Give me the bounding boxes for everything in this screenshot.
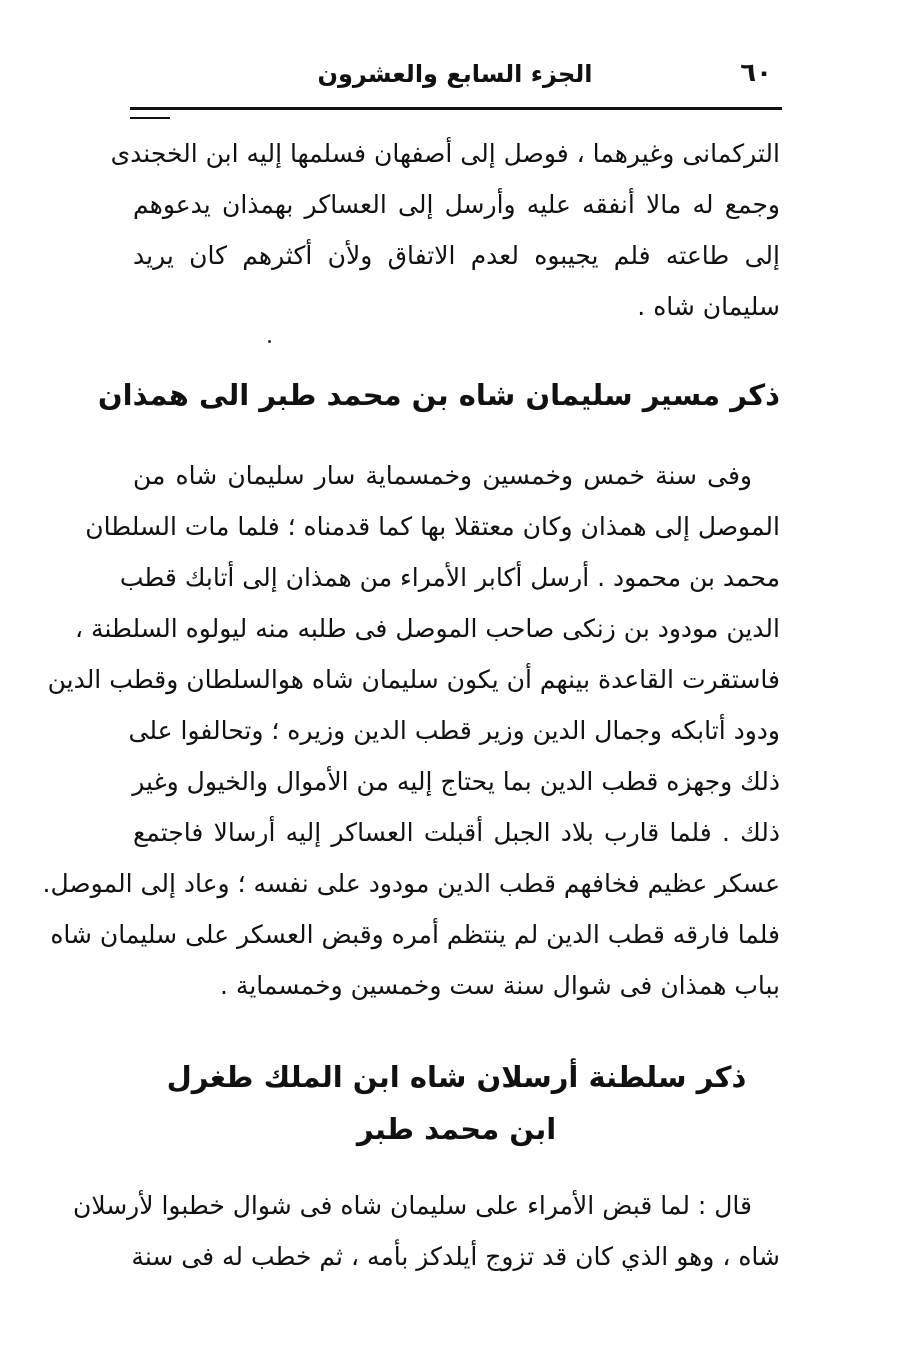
header-rule-short: [130, 117, 170, 119]
text-line: ذلك وجهزه قطب الدين بما يحتاج إليه من الأموال والخيول وغير: [132, 767, 780, 796]
page-header: [130, 52, 780, 96]
text-line: وفى سنة خمس وخمسين وخمسماية سار سليمان شاه من: [133, 461, 752, 490]
text-line: الدين مودود بن زنكى صاحب الموصل فى طلبه منه ليولوه السلطنة ،: [75, 614, 780, 643]
section-heading-line1: ذكر سلطنة أرسلان شاه ابن الملك طغرل: [166, 1060, 747, 1094]
page-number: ٦٠: [740, 58, 772, 88]
text-line: قال : لما قبض الأمراء على سليمان شاه فى شوال خطبوا لأرسلان: [72, 1191, 752, 1220]
text-line: ذلك . فلما قارب بلاد الجبل أقبلت العساكر إليه أرسالا فاجتمع: [133, 818, 780, 847]
text-line: ودود أتابكه وجمال الدين وزير قطب الدين وزيره ؛ وتحالفوا على: [128, 716, 780, 745]
text-line: وجمع له مالا أنفقه عليه وأرسل إلى العساكر بهمذان يدعوهم: [133, 190, 780, 219]
paragraph-continuation: [110, 128, 780, 332]
running-title: الجزء السابع والعشرون: [317, 60, 593, 88]
text-line: سليمان شاه .: [637, 292, 780, 321]
text-line: عسكر عظيم فخافهم قطب الدين مودود على نفسه ؛ وعاد إلى الموصل.: [42, 869, 780, 898]
paragraph-next: [72, 1180, 780, 1282]
text-line: إلى طاعته فلم يجيبوه لعدم الاتفاق ولأن أكثرهم كان يريد: [133, 241, 780, 270]
text-line: التركمانى وغيرهما ، فوصل إلى أصفهان فسلمها إليه ابن الخجندى: [110, 139, 780, 168]
section-heading: ذكر مسير سليمان شاه بن محمد طبر الى همذان: [97, 378, 780, 412]
text-line: الموصل إلى همذان وكان معتقلا بها كما قدمناه ؛ فلما مات السلطان: [85, 512, 780, 541]
header-rule: [130, 107, 782, 110]
text-line: بباب همذان فى شوال سنة ست وخمسين وخمسماية .: [220, 971, 780, 1000]
text-line: فلما فارقه قطب الدين لم ينتظم أمره وقبض العسكر على سليمان شاه: [50, 920, 780, 949]
section-heading-line2: ابن محمد طبر: [356, 1112, 557, 1146]
speck: [268, 340, 271, 343]
text-line: فاستقرت القاعدة بينهم أن يكون سليمان شاه هوالسلطان وقطب الدين: [47, 665, 780, 694]
text-line: محمد بن محمود . أرسل أكابر الأمراء من همذان إلى أتابك قطب: [119, 563, 780, 592]
paragraph-main: [42, 450, 780, 1011]
text-line: شاه ، وهو الذي كان قد تزوج أيلدكز بأمه ، ثم خطب له فى سنة: [131, 1242, 780, 1271]
